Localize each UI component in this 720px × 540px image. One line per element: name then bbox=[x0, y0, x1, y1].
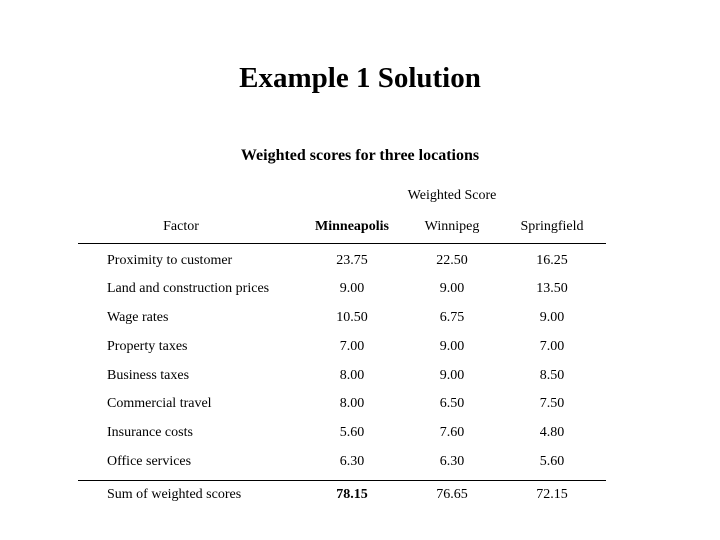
springfield-score: 16.25 bbox=[536, 253, 568, 268]
factor-cell: Land and construction prices bbox=[107, 281, 270, 296]
minneapolis-score: 10.50 bbox=[336, 310, 368, 325]
factor-cell: Proximity to customer bbox=[107, 253, 233, 268]
factor-cell: Property taxes bbox=[107, 339, 188, 354]
winnipeg-score: 6.50 bbox=[439, 396, 465, 411]
springfield-score: 7.50 bbox=[539, 396, 565, 411]
winnipeg-score: 9.00 bbox=[439, 281, 465, 296]
winnipeg-score: 9.00 bbox=[439, 368, 465, 383]
factor-cell: Insurance costs bbox=[107, 425, 193, 440]
winnipeg-total: 76.65 bbox=[436, 487, 468, 502]
springfield-score: 13.50 bbox=[536, 281, 568, 296]
page-title: Example 1 Solution bbox=[239, 62, 481, 94]
winnipeg-score: 9.00 bbox=[439, 339, 465, 354]
springfield-score: 9.00 bbox=[539, 310, 565, 325]
minneapolis-score: 6.30 bbox=[339, 454, 365, 469]
springfield-score: 7.00 bbox=[539, 339, 565, 354]
column-header-minneapolis: Minneapolis bbox=[315, 219, 389, 234]
springfield-score: 8.50 bbox=[539, 368, 565, 383]
winnipeg-score: 7.60 bbox=[439, 425, 465, 440]
minneapolis-score: 7.00 bbox=[339, 339, 365, 354]
springfield-total: 72.15 bbox=[536, 487, 568, 502]
minneapolis-total: 78.15 bbox=[336, 487, 368, 502]
springfield-score: 5.60 bbox=[539, 454, 565, 469]
winnipeg-score: 6.30 bbox=[439, 454, 465, 469]
table-row bbox=[0, 363, 720, 389]
total-label: Sum of weighted scores bbox=[107, 487, 242, 502]
table-row bbox=[0, 248, 720, 274]
column-header-winnipeg: Winnipeg bbox=[424, 219, 480, 234]
table-row bbox=[0, 420, 720, 446]
table-row bbox=[0, 334, 720, 360]
table-row bbox=[0, 305, 720, 331]
minneapolis-score: 23.75 bbox=[336, 253, 368, 268]
table-row bbox=[0, 391, 720, 417]
column-header-springfield: Springfield bbox=[520, 219, 584, 234]
winnipeg-score: 22.50 bbox=[436, 253, 468, 268]
total-row bbox=[0, 482, 720, 508]
factor-cell: Commercial travel bbox=[107, 396, 212, 411]
header-divider bbox=[78, 243, 606, 244]
column-header-factor: Factor bbox=[163, 219, 199, 234]
factor-cell: Wage rates bbox=[107, 310, 169, 325]
table-caption: Weighted scores for three locations bbox=[240, 147, 480, 164]
minneapolis-score: 8.00 bbox=[339, 396, 365, 411]
minneapolis-score: 9.00 bbox=[339, 281, 365, 296]
table-row bbox=[0, 276, 720, 302]
group-header-weighted-score: Weighted Score bbox=[407, 188, 497, 203]
minneapolis-score: 8.00 bbox=[339, 368, 365, 383]
factor-cell: Office services bbox=[107, 454, 192, 469]
table-row bbox=[0, 449, 720, 475]
total-divider bbox=[78, 480, 606, 481]
minneapolis-score: 5.60 bbox=[339, 425, 365, 440]
springfield-score: 4.80 bbox=[539, 425, 565, 440]
factor-cell: Business taxes bbox=[107, 368, 190, 383]
winnipeg-score: 6.75 bbox=[439, 310, 465, 325]
